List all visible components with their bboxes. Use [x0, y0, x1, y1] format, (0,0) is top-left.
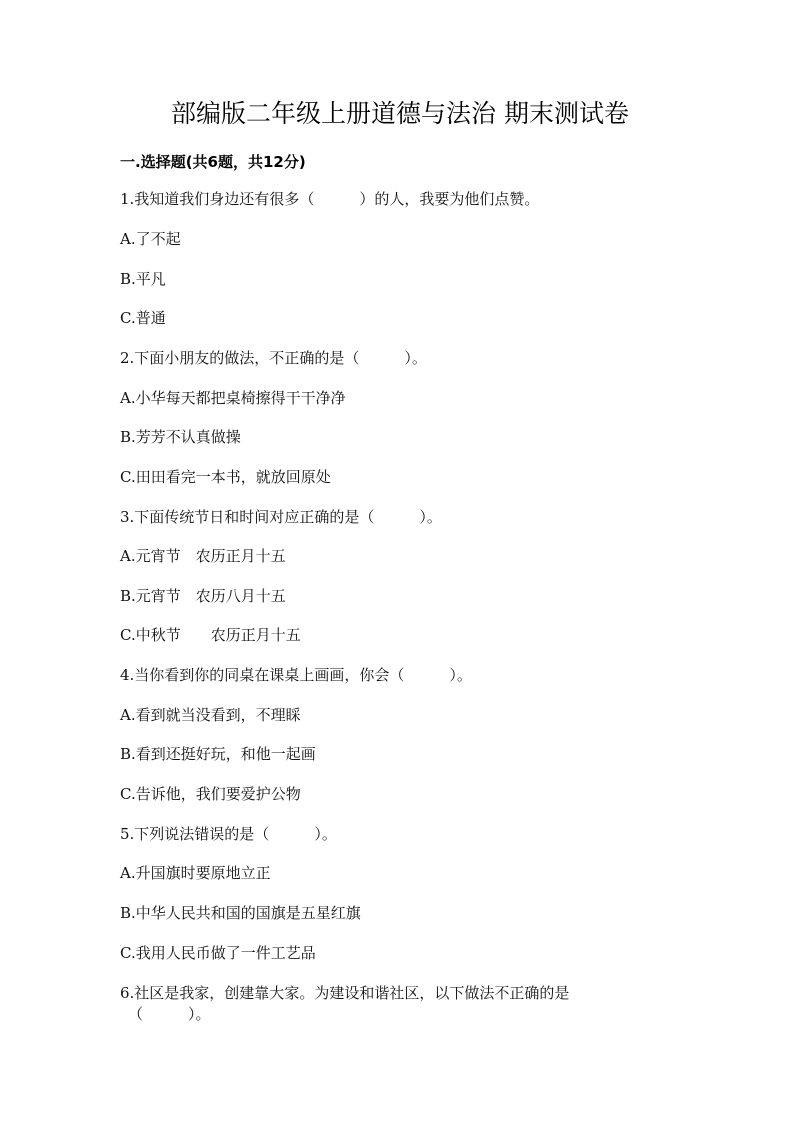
question-4-stem: 4.当你看到你的同桌在课桌上画画，你会（ ）。 — [120, 666, 472, 684]
question-6-stem-continued: （ ）。 — [128, 1005, 211, 1023]
question-4-option-b: B.看到还挺好玩，和他一起画 — [120, 745, 316, 763]
question-1-option-c: C.普通 — [120, 309, 166, 327]
question-1-option-b: B.平凡 — [120, 270, 166, 288]
question-2-option-c: C.田田看完一本书，就放回原处 — [120, 468, 331, 486]
question-1-stem: 1.我知道我们身边还有很多（ ）的人，我要为他们点赞。 — [120, 190, 540, 208]
question-2-option-b: B.芳芳不认真做操 — [120, 428, 241, 446]
question-6-stem: 6.社区是我家，创建靠大家。为建设和谐社区，以下做法不正确的是 — [120, 984, 570, 1002]
question-5-stem: 5.下列说法错误的是（ ）。 — [120, 825, 337, 843]
question-3-option-c: C.中秋节 农历正月十五 — [120, 626, 301, 644]
page-title: 部编版二年级上册道德与法治 期末测试卷 — [171, 99, 629, 128]
question-1-option-a: A.了不起 — [120, 230, 181, 248]
question-3-option-a: A.元宵节 农历正月十五 — [120, 547, 286, 565]
question-5-option-b: B.中华人民共和国的国旗是五星红旗 — [120, 904, 361, 922]
question-3-option-b: B.元宵节 农历八月十五 — [120, 587, 286, 605]
section-heading: 一.选择题(共6题，共12分) — [120, 153, 306, 171]
question-4-option-c: C.告诉他，我们要爱护公物 — [120, 785, 301, 803]
question-2-stem: 2.下面小朋友的做法，不正确的是（ ）。 — [120, 349, 427, 367]
question-4-option-a: A.看到就当没看到，不理睬 — [120, 706, 301, 724]
question-5-option-a: A.升国旗时要原地立正 — [120, 864, 271, 882]
question-2-option-a: A.小华每天都把桌椅擦得干干净净 — [120, 389, 346, 407]
question-5-option-c: C.我用人民币做了一件工艺品 — [120, 944, 316, 962]
question-3-stem: 3.下面传统节日和时间对应正确的是（ ）。 — [120, 508, 442, 526]
